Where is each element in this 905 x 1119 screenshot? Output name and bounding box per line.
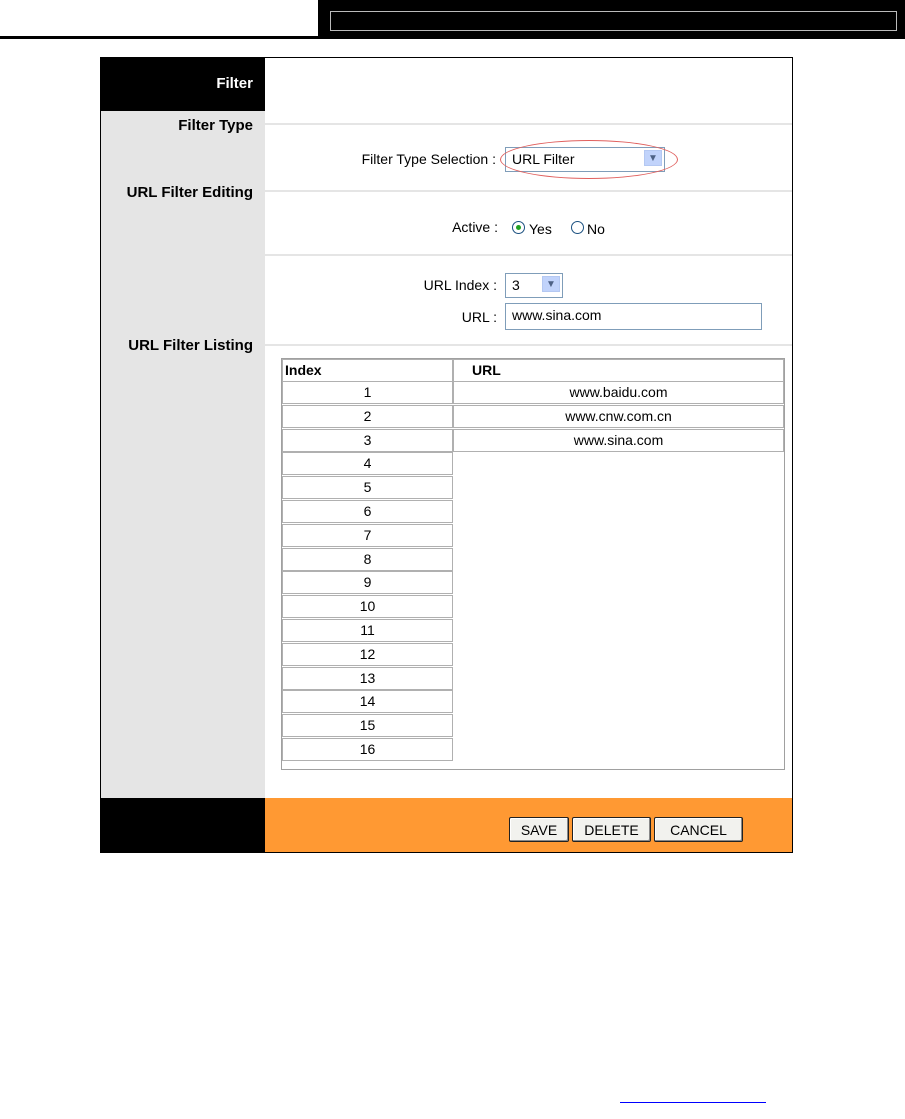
sidebar: [101, 58, 265, 852]
table-cell-index: 9: [282, 571, 453, 594]
section-label-filter-type: Filter Type: [178, 117, 253, 134]
section-label-url-filter-editing: URL Filter Editing: [126, 184, 253, 201]
url-index-label: URL Index :: [423, 277, 497, 293]
active-yes-radio[interactable]: [512, 221, 525, 234]
table-cell-index: 2: [282, 405, 453, 428]
table-cell-index: 12: [282, 643, 453, 666]
table-header-index: Index: [282, 359, 453, 382]
delete-button[interactable]: DELETE: [572, 817, 651, 842]
table-cell-index: 6: [282, 500, 453, 523]
top-header-box: [330, 11, 897, 31]
url-filter-table: [281, 358, 785, 770]
sidebar-title: Filter: [216, 75, 253, 92]
active-yes-label: Yes: [529, 221, 552, 237]
table-cell-index: 3: [282, 429, 453, 452]
table-cell-index: 11: [282, 619, 453, 642]
table-cell-index: 1: [282, 381, 453, 404]
section-divider: [265, 344, 792, 346]
table-cell-url: www.sina.com: [453, 429, 784, 452]
highlight-ellipse: [500, 140, 678, 179]
footer-link-underline: [620, 1102, 766, 1103]
table-cell-index: 14: [282, 690, 453, 713]
table-header-url: URL: [453, 359, 784, 382]
url-index-select[interactable]: [505, 273, 563, 298]
table-cell-index: 15: [282, 714, 453, 737]
url-label: URL :: [461, 309, 497, 325]
filter-page-frame: [100, 57, 793, 853]
url-index-select-value: 3: [512, 277, 520, 293]
filter-type-selection-label: Filter Type Selection :: [361, 151, 496, 167]
active-no-label: No: [587, 221, 605, 237]
table-cell-index: 7: [282, 524, 453, 547]
table-cell-index: 8: [282, 548, 453, 571]
section-divider: [265, 123, 792, 125]
save-button[interactable]: SAVE: [509, 817, 569, 842]
section-divider: [265, 254, 792, 256]
cancel-button[interactable]: CANCEL: [654, 817, 743, 842]
sidebar-footer: [101, 798, 265, 852]
section-label-url-filter-listing: URL Filter Listing: [128, 337, 253, 354]
sidebar-header: [101, 58, 265, 111]
table-cell-index: 13: [282, 667, 453, 690]
table-cell-index: 16: [282, 738, 453, 761]
section-divider: [265, 190, 792, 192]
table-cell-url: www.baidu.com: [453, 381, 784, 404]
table-cell-url: www.cnw.com.cn: [453, 405, 784, 428]
top-rule: [0, 36, 905, 39]
table-cell-index: 5: [282, 476, 453, 499]
active-no-radio[interactable]: [571, 221, 584, 234]
table-cell-index: 10: [282, 595, 453, 618]
chevron-down-icon[interactable]: ▼: [542, 276, 560, 292]
active-label: Active :: [452, 219, 498, 235]
filter-type-select-value: URL Filter: [512, 151, 575, 167]
table-cell-index: 4: [282, 452, 453, 475]
chevron-down-icon[interactable]: ▼: [644, 150, 662, 166]
url-input[interactable]: www.sina.com: [505, 303, 762, 330]
